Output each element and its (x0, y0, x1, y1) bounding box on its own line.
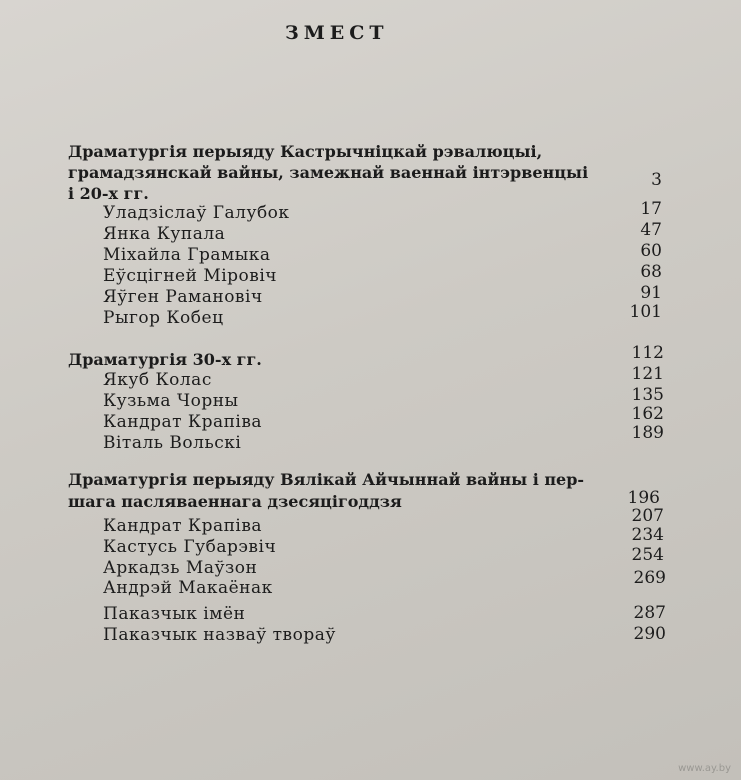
entry-page: 254 (631, 545, 664, 565)
entry-page: 47 (640, 220, 662, 240)
entry-name: Яўген Рамановіч (103, 287, 263, 307)
section-3-heading-line-1: Драматургія перыяду Вялікай Айчыннай вайны і пер- (68, 470, 585, 489)
entry-name: Кандрат Крапіва (103, 412, 263, 432)
entry-page: 60 (640, 241, 662, 261)
section-2-heading-line-1: Драматургія 30-х гг. (68, 350, 262, 369)
entry-page: 135 (631, 385, 664, 405)
section-1-heading-line-3: і 20-х гг. (68, 184, 149, 203)
entry-name: Міхайла Грамыка (103, 245, 271, 265)
entry-page: 68 (640, 262, 662, 282)
section-1-page: 3 (651, 170, 662, 190)
entry-name: Кузьма Чорны (103, 391, 239, 411)
entry-name: Еўсцігней Міровіч (103, 266, 278, 286)
section-1-heading-line-2: грамадзянскай вайны, замежнай ваеннай інтэрвенцыі (68, 163, 589, 182)
section-3-page: 196 (627, 488, 660, 508)
entry-name: Кандрат Крапіва (103, 516, 263, 536)
entry-name: Якуб Колас (103, 370, 212, 390)
entry-name: Уладзіслаў Галубок (103, 203, 290, 223)
entry-page: 234 (631, 525, 664, 545)
watermark: www.ay.by (678, 763, 731, 774)
entry-page: 91 (640, 283, 662, 303)
entry-name: Андрэй Макаёнак (103, 578, 273, 598)
entry-name: Віталь Вольскі (103, 433, 242, 453)
page-title: ЗМЕСТ (285, 22, 389, 44)
index-page: 290 (633, 624, 666, 644)
entry-page: 121 (631, 364, 664, 384)
entry-name: Кастусь Губарэвіч (103, 537, 277, 557)
index-name: Паказчык імён (103, 604, 246, 624)
index-page: 287 (633, 603, 666, 623)
entry-name: Аркадзь Маўзон (103, 558, 258, 578)
section-3-heading-line-2: шага пасляваеннага дзесяцігоддзя (68, 492, 402, 511)
section-2-page: 112 (631, 343, 664, 363)
entry-page: 162 (631, 404, 664, 424)
entry-page: 269 (633, 568, 666, 588)
section-1-heading-line-1: Драматургія перыяду Кастрычніцкай рэвалюцыі, (68, 142, 543, 161)
index-name: Паказчык назваў твораў (103, 625, 336, 645)
entry-page: 207 (631, 506, 664, 526)
entry-page: 189 (631, 423, 664, 443)
entry-name: Янка Купала (103, 224, 226, 244)
entry-page: 101 (629, 302, 662, 322)
entry-name: Рыгор Кобец (103, 308, 224, 328)
entry-page: 17 (640, 199, 662, 219)
